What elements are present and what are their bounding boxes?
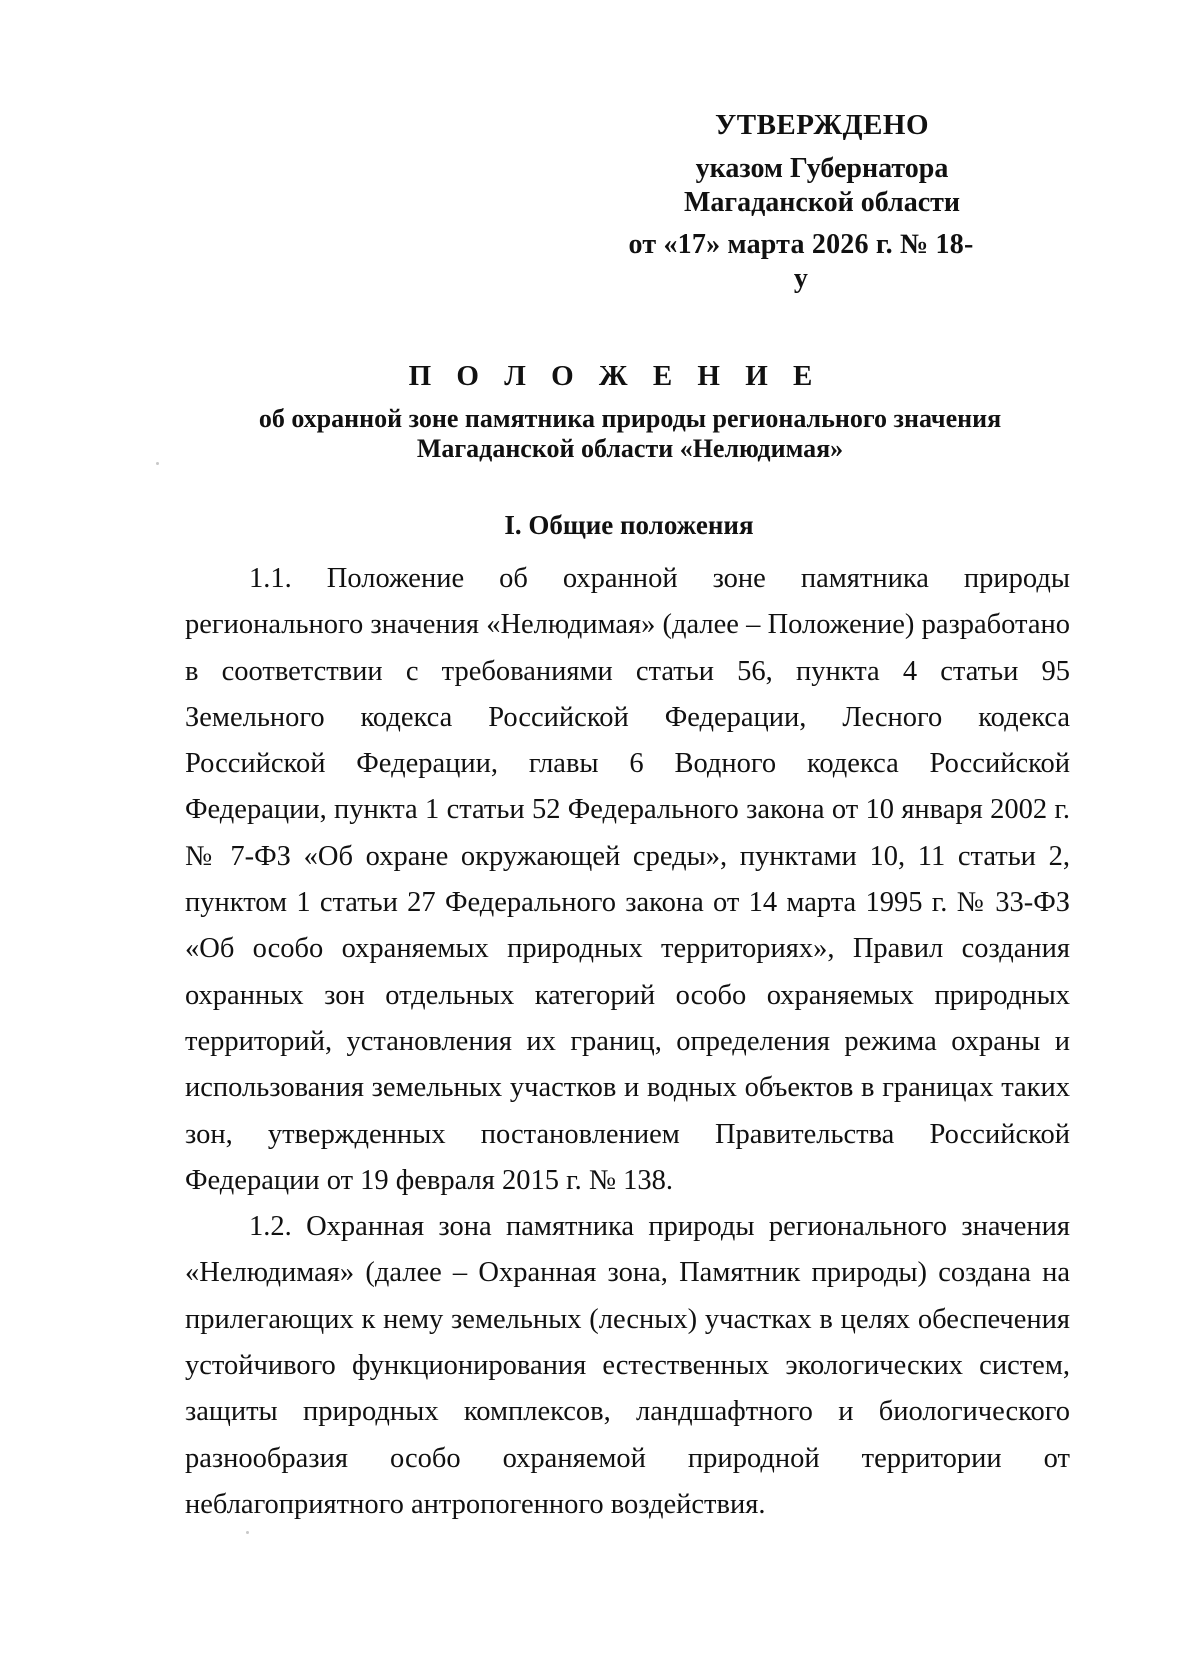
document-subtitle: [230, 404, 1030, 464]
document-title: П О Л О Ж Е Н И Е: [408, 360, 822, 392]
document-subtitle-line2: Магаданской области «Нелюдимая»: [416, 434, 844, 463]
approval-region: Магаданской области: [683, 187, 961, 218]
document-body: [185, 556, 1070, 1528]
scan-speck: [246, 1531, 249, 1534]
approval-date-number: от «17» марта 2026 г. № 18-у: [628, 229, 974, 294]
approval-block: [628, 108, 980, 296]
approval-heading: УТВЕРЖДЕНО: [714, 109, 930, 141]
paragraph-1-2: 1.2. Охранная зона памятника природы регионального значения «Нелюдимая» (далее – Охранная зона, Памятник природы) создана на прилегающих к нему земельных (лесных) участках в целях обеспечения устойчивого функционирования естественных экологических систем, защиты природных комплексов, ландшафтного и биологического разнообразия особо охраняемой природной территории от неблагоприятного антропогенного воздействия.: [185, 1211, 1070, 1520]
scan-speck: [156, 462, 159, 465]
section-heading: I. Общие положения: [504, 510, 754, 540]
document-subtitle-line1: об охранной зоне памятника природы регионального значения: [258, 404, 1002, 433]
paragraph-1-1: 1.1. Положение об охранной зоне памятника природы регионального значения «Нелюдимая» (далее – Положение) разработано в соответствии с требованиями статьи 56, пункта 4 статьи 95 Земельного кодекса Российской Федерации, Лесного кодекса Российской Федерации, главы 6 Водного кодекса Российской Федерации, пункта 1 статьи 52 Федерального закона от 10 января 2002 г. № 7-ФЗ «Об охране окружающей среды», пунктами 10, 11 статьи 2, пунктом 1 статьи 27 Федерального закона от 14 марта 1995 г. № 33-ФЗ «Об особо охраняемых природных территориях», Правил создания охранных зон отдельных категорий особо охраняемых природных территорий, установления их границ, определения режима охраны и использования земельных участков и водных объектов в границах таких зон, утвержденных постановлением Правительства Российской Федерации от 19 февраля 2015 г. № 138.: [185, 563, 1070, 1196]
approval-authority: указом Губернатора: [695, 153, 949, 184]
